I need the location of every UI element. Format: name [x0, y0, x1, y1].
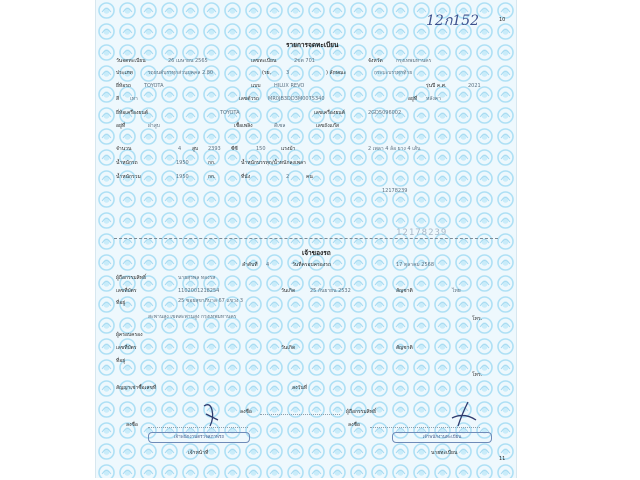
- registration-document: [95, 0, 517, 478]
- color-value: เทา: [130, 96, 138, 102]
- registrar-label: นายทะเบียน: [431, 450, 458, 456]
- officer-label: เจ้าหน้าที่: [188, 450, 209, 456]
- holder-dob-label: วันเกิด: [281, 345, 296, 351]
- type-value: รถยนต์บรรทุกส่วนบุคคล 2.80: [148, 70, 214, 76]
- engine-no-label: เลขเครื่องยนต์: [314, 110, 345, 116]
- owner-section-title: เจ้าของรถ: [302, 249, 331, 257]
- holder-label: ผู้ครอบครอง: [116, 332, 143, 338]
- section-divider: [114, 238, 498, 239]
- dob-label: วันเกิด: [281, 288, 296, 294]
- ro-label: (รย.: [262, 70, 272, 76]
- hp-unit: แรงม้า: [281, 146, 296, 152]
- type-label: ประเภท: [116, 70, 133, 76]
- reg-date-value: 26 เมษายน 2565: [168, 58, 208, 64]
- order-label: ลำดับที่: [242, 262, 258, 268]
- wheels-value: 2 เพลา 4 ล้อ ยาง 4 เส้น: [368, 146, 421, 152]
- seat-value: 2: [286, 174, 290, 180]
- gross-label: น้ำหนักรวม: [116, 174, 141, 180]
- at2-value: ฝาสูบ: [148, 123, 160, 129]
- province-label: จังหวัด: [368, 58, 383, 64]
- engine-brand-value: TOYOTA: [220, 110, 240, 116]
- plate-value: 2ขต 701: [294, 58, 315, 64]
- holder-address-label: ที่อยู่: [116, 358, 126, 364]
- cyl-unit: สูบ: [192, 146, 199, 152]
- gross-unit: กก.: [208, 174, 216, 180]
- cyl-label: จำนวน: [116, 146, 132, 152]
- document-title: รายการจดทะเบียน: [286, 41, 339, 49]
- sign-label-1: ลงชื่อ: [240, 409, 252, 415]
- province-value: กรุงเทพมหานคร: [396, 58, 432, 64]
- gas-label: เลขถังแก๊ส: [316, 123, 339, 129]
- holder-id-label: เลขที่บัตร: [116, 345, 137, 351]
- chassis-label: เลขตัวรถ: [239, 96, 259, 102]
- id-value: 1102001218254: [178, 288, 220, 294]
- model-label: แบบ: [251, 83, 261, 89]
- registrar-stamp: เจ้าพนักงานทะเบียน: [392, 432, 492, 443]
- id-label: เลขที่บัตร: [116, 288, 137, 294]
- nationality-label: สัญชาติ: [396, 288, 413, 294]
- weight-value: 1950: [176, 160, 189, 166]
- weight-unit: กก.: [208, 160, 216, 166]
- handwritten-number: 12ก152: [426, 13, 480, 29]
- seat-label: ที่นั่ง: [241, 174, 251, 180]
- cc-value: 2393: [208, 146, 221, 152]
- contract-label: สัญญาเช่าซื้อเลขที่: [116, 385, 157, 391]
- cc-unit: ซีซี: [231, 146, 238, 152]
- fuel-label: เชื้อเพลิง: [234, 123, 253, 129]
- owner-value: นายสุรพล ทองรส: [178, 275, 216, 281]
- hp-value: 150: [256, 146, 266, 152]
- document-number: 12178239: [382, 188, 408, 194]
- at-label: อยู่ที่: [408, 96, 418, 102]
- page-number-bottom: 11: [499, 456, 506, 462]
- possession-date-value: 17 ตุลาคม 2568: [396, 262, 435, 268]
- year-label: รุ่นปี ค.ศ.: [426, 83, 447, 89]
- address-line-2: สะพานสูง เขตสะพานสูง กรุงเทพมหานคร: [148, 314, 237, 320]
- plate-label: เลขทะเบียน: [251, 58, 277, 64]
- officer-stamp: เจ้าพนักงานตรวจสภาพรถ: [148, 432, 250, 443]
- brand-value: TOYOTA: [144, 83, 164, 89]
- model-value: HILUX REVO: [274, 83, 305, 89]
- cyl-value: 4: [178, 146, 182, 152]
- sign-label-2: ลงชื่อ: [126, 422, 138, 428]
- document-number-watermark: 12178239: [396, 228, 448, 238]
- reg-date-label: วันจดทะเบียน: [116, 58, 146, 64]
- ro-value: 3: [286, 70, 290, 76]
- phone-label: โทร.: [472, 316, 483, 322]
- year-value: 2021: [468, 83, 481, 89]
- registrar-signature: [446, 400, 486, 430]
- fuel-value: ดีเซล: [274, 123, 286, 129]
- contract-date-label: ลงวันที่: [292, 385, 308, 391]
- sign-line-1: [260, 414, 340, 415]
- at2-label: อยู่ที่: [116, 123, 126, 129]
- engine-no-value: 2GD5096002: [368, 110, 402, 116]
- page-number-top: 10: [499, 17, 506, 23]
- order-value: 4: [266, 262, 270, 268]
- dob-value: 25 กันยายน 2532: [310, 288, 351, 294]
- seat-unit: คน: [306, 174, 313, 180]
- nationality-value: ไทย: [452, 288, 461, 294]
- character-value: กระบะบรรทุกท้าย: [374, 70, 413, 76]
- load-label: น้ำหนักบรรทุก/น้ำหนักลงเพลา: [241, 160, 306, 166]
- engine-brand-label: ยี่ห้อเครื่องยนต์: [116, 110, 149, 116]
- weight-label: น้ำหนักรถ: [116, 160, 138, 166]
- at-value: หลังคา: [426, 96, 441, 102]
- character-label: ) ลักษณะ: [326, 70, 347, 76]
- address-label: ที่อยู่: [116, 300, 126, 306]
- holder-phone-label: โทร.: [472, 372, 483, 378]
- chassis-value: MR0JB3DD3M0075340: [268, 96, 325, 102]
- possession-date-label: วันที่ครอบครองรถ: [292, 262, 331, 268]
- sign-label-3: ลงชื่อ: [348, 422, 360, 428]
- owner-sig-label: ผู้ถือกรรมสิทธิ์: [346, 409, 377, 415]
- officer-signature: [196, 400, 236, 430]
- holder-nationality-label: สัญชาติ: [396, 345, 413, 351]
- brand-label: ยี่ห้อรถ: [116, 83, 131, 89]
- color-label: สี: [116, 96, 120, 102]
- address-line-1: 25 ซอยสุขาภิบาล 67 แขวง 3: [178, 298, 244, 304]
- owner-label: ผู้ถือกรรมสิทธิ์: [116, 275, 147, 281]
- gross-value: 1950: [176, 174, 189, 180]
